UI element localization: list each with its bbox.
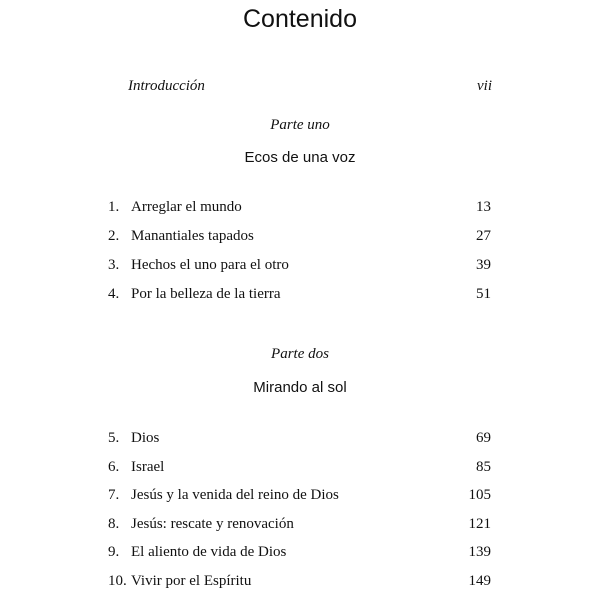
toc-entry-introduction[interactable]: [128, 76, 492, 96]
chapter-number: 6.: [108, 459, 120, 475]
chapter-page: 139: [468, 544, 491, 560]
toc-entry-chapter[interactable]: [0, 255, 600, 275]
chapter-page: 149: [468, 573, 491, 589]
chapter-page: 121: [468, 516, 491, 532]
part-one-label: Parte uno: [270, 117, 330, 133]
toc-entry-chapter[interactable]: [0, 284, 600, 304]
chapter-title: El aliento de vida de Dios: [131, 544, 287, 560]
chapter-number: 2.: [108, 228, 120, 244]
chapter-page: 27: [476, 228, 491, 244]
chapter-number: 9.: [108, 544, 120, 560]
chapter-page: 85: [476, 459, 491, 475]
chapter-title: Vivir por el Espíritu: [131, 573, 252, 589]
toc-entry-chapter[interactable]: [0, 571, 600, 591]
toc-entry-chapter[interactable]: [0, 226, 600, 246]
chapter-page: 105: [468, 487, 491, 503]
chapter-title: Israel: [131, 459, 165, 475]
toc-entry-chapter[interactable]: [0, 428, 600, 448]
chapter-page: 69: [476, 430, 491, 446]
chapter-number: 4.: [108, 286, 120, 302]
chapter-number: 10.: [108, 573, 127, 589]
chapter-page: 39: [476, 257, 491, 273]
toc-entry-chapter[interactable]: [0, 514, 600, 534]
chapter-title: Hechos el uno para el otro: [131, 257, 289, 273]
toc-entry-page: vii: [477, 78, 492, 94]
part-two-label: Parte dos: [271, 346, 329, 362]
chapter-title: Dios: [131, 430, 160, 446]
toc-entry-chapter[interactable]: [0, 485, 600, 505]
toc-entry-chapter[interactable]: [0, 197, 600, 217]
toc-entry-chapter[interactable]: [0, 457, 600, 477]
chapter-title: Jesús y la venida del reino de Dios: [131, 487, 339, 503]
chapter-page: 13: [476, 199, 491, 215]
chapter-title: Por la belleza de la tierra: [131, 286, 281, 302]
chapter-page: 51: [476, 286, 491, 302]
part-one-title: Ecos de una voz: [244, 149, 356, 166]
chapter-number: 7.: [108, 487, 120, 503]
chapter-title: Jesús: rescate y renovación: [131, 516, 294, 532]
toc-entry-title: Introducción: [128, 78, 205, 94]
chapter-number: 1.: [108, 199, 120, 215]
page-title: Contenido: [243, 5, 357, 33]
chapter-title: Arreglar el mundo: [131, 199, 242, 215]
part-two-title: Mirando al sol: [253, 379, 347, 396]
toc-entry-chapter[interactable]: [0, 542, 600, 562]
chapter-number: 8.: [108, 516, 120, 532]
chapter-title: Manantiales tapados: [131, 228, 254, 244]
chapter-number: 3.: [108, 257, 120, 273]
chapter-number: 5.: [108, 430, 120, 446]
